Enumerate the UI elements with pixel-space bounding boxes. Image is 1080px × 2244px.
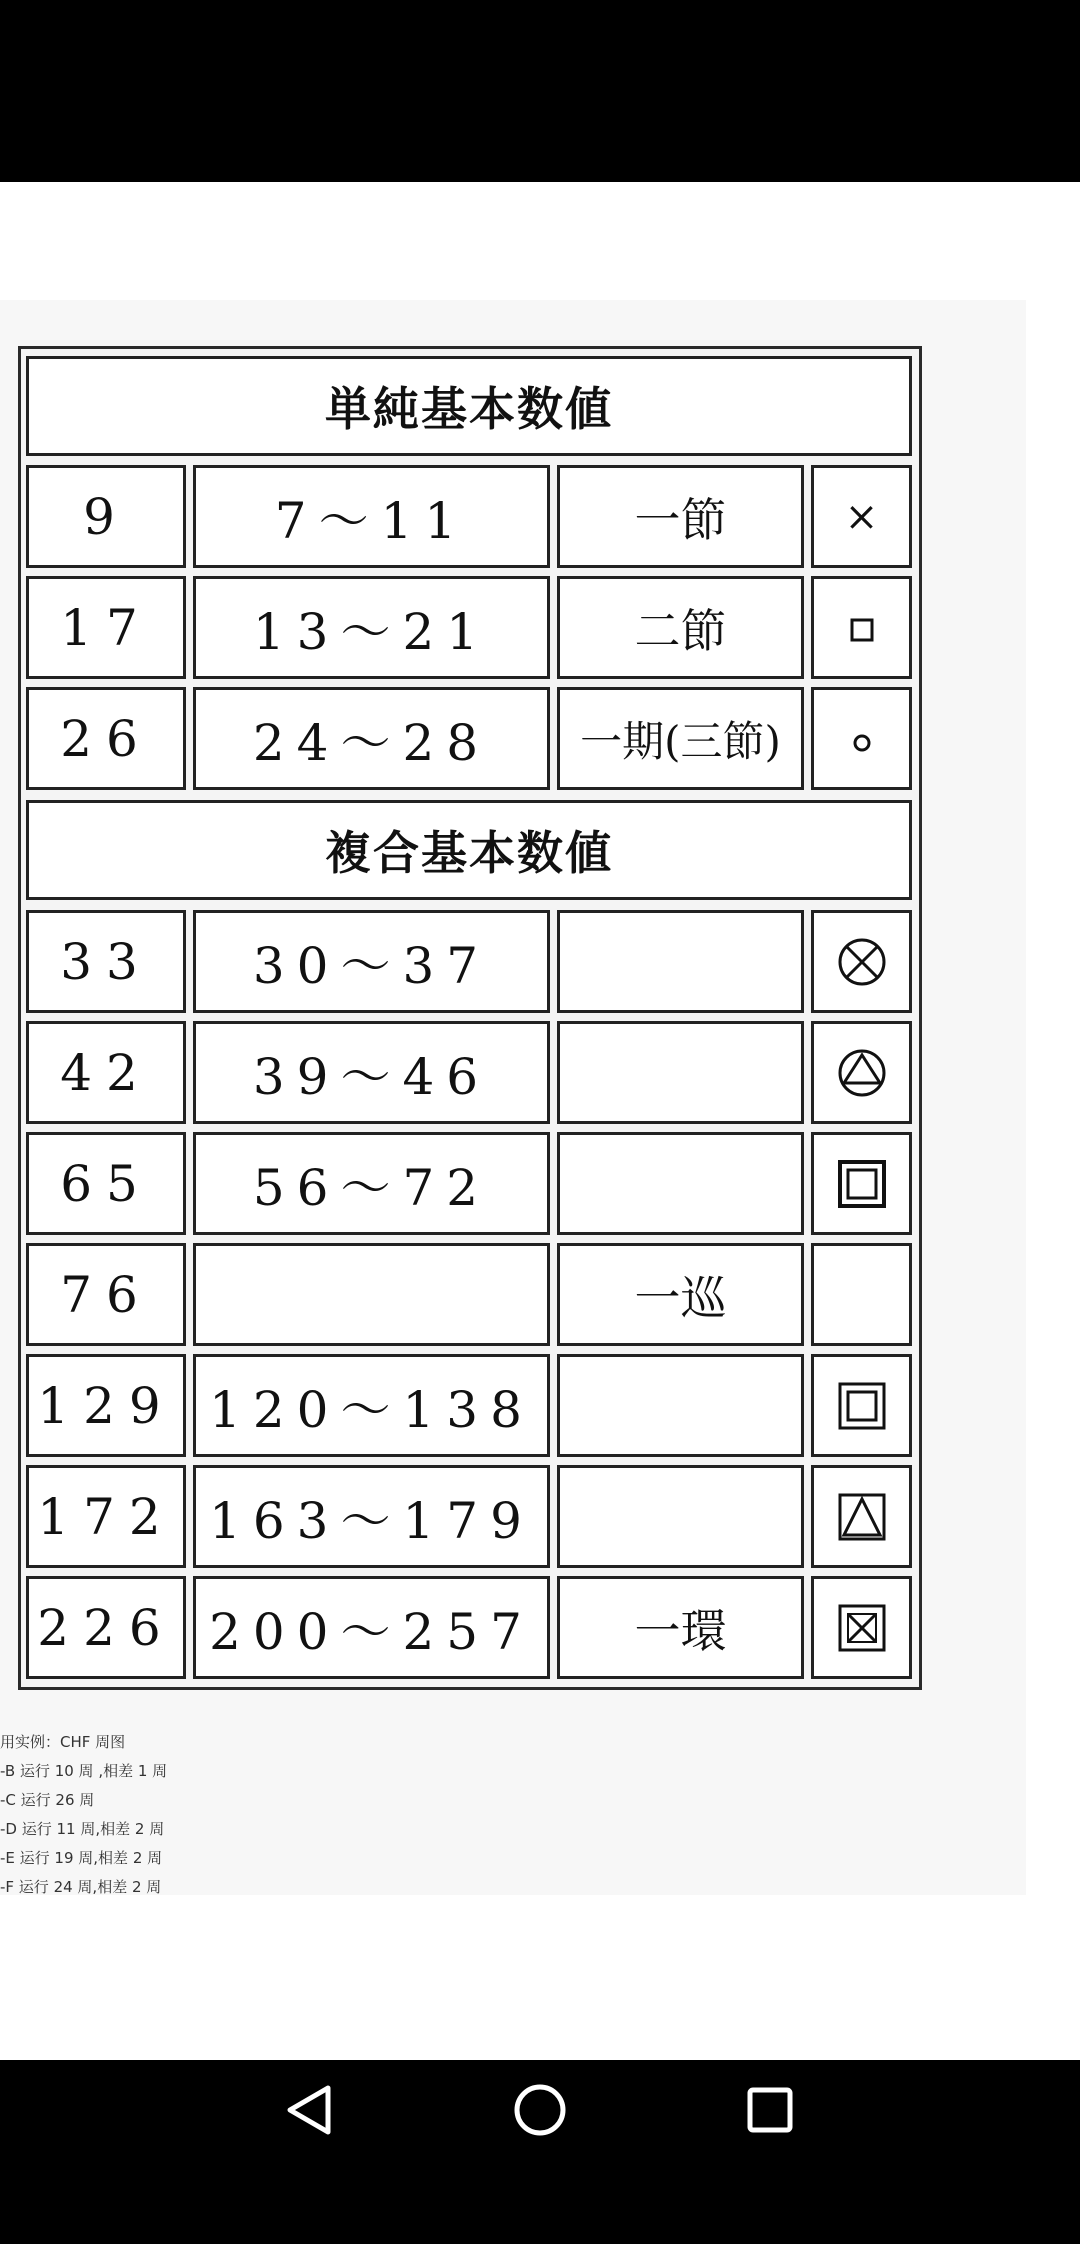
table-cell-label (557, 1132, 804, 1235)
square-triangle-icon (811, 1465, 912, 1568)
table-cell-value: 42 (26, 1021, 186, 1124)
table-cell-label (557, 1465, 804, 1568)
circle-small-icon (811, 687, 912, 790)
table-cell-value: 226 (26, 1576, 186, 1679)
table-cell-range: 120～138 (193, 1354, 550, 1457)
table-cell-range: 30～37 (193, 910, 550, 1013)
double-square-icon (811, 1132, 912, 1235)
square-inner-square-icon (811, 1354, 912, 1457)
table-cell-value: 65 (26, 1132, 186, 1235)
table-cell-value: 17 (26, 576, 186, 679)
table-cell-value: 76 (26, 1243, 186, 1346)
table-cell-value: 9 (26, 465, 186, 568)
back-triangle-icon[interactable] (270, 2070, 350, 2150)
home-circle-icon[interactable] (500, 2070, 580, 2150)
table-cell-range: 13～21 (193, 576, 550, 679)
table-cell-range: 7～11 (193, 465, 550, 568)
table-cell-label: 二節 (557, 576, 804, 679)
table-cell-label: 一節 (557, 465, 804, 568)
table-cell-range: 56～72 (193, 1132, 550, 1235)
table-cell-label (557, 1021, 804, 1124)
note-line: -F 运行 24 周,相差 2 周 (0, 1878, 162, 1896)
table-cell-label: 一期(三節) (557, 687, 804, 790)
square-small-icon (811, 576, 912, 679)
note-line: -C 运行 26 周 (0, 1791, 95, 1809)
table-cell-label: 一巡 (557, 1243, 804, 1346)
note-line: 用实例：CHF 周图 (0, 1733, 126, 1751)
note-line: -E 运行 19 周,相差 2 周 (0, 1849, 163, 1867)
table-cell-value: 172 (26, 1465, 186, 1568)
table-cell-label (557, 910, 804, 1013)
compound-values-title: 複合基本数値 (26, 800, 912, 900)
table-cell-range: 24～28 (193, 687, 550, 790)
cross-icon: × (811, 465, 912, 568)
usage-notes (0, 1728, 167, 1902)
simple-values-title: 単純基本数値 (26, 356, 912, 456)
table-cell-label (557, 1354, 804, 1457)
square-x-icon (811, 1576, 912, 1679)
status-bar (0, 0, 1080, 182)
table-cell-range: 200～257 (193, 1576, 550, 1679)
recents-square-icon[interactable] (730, 2070, 810, 2150)
table-cell-label: 一環 (557, 1576, 804, 1679)
table-cell-value: 129 (26, 1354, 186, 1457)
note-line: -D 运行 11 周,相差 2 周 (0, 1820, 165, 1838)
circle-triangle-icon (811, 1021, 912, 1124)
note-line: -B 运行 10 周 ,相差 1 周 (0, 1762, 168, 1780)
table-cell-range: 163～179 (193, 1465, 550, 1568)
table-cell-value: 33 (26, 910, 186, 1013)
empty-symbol-cell (811, 1243, 912, 1346)
table-cell-range: 39～46 (193, 1021, 550, 1124)
circle-x-icon (811, 910, 912, 1013)
table-cell-value: 26 (26, 687, 186, 790)
table-cell-range (193, 1243, 550, 1346)
